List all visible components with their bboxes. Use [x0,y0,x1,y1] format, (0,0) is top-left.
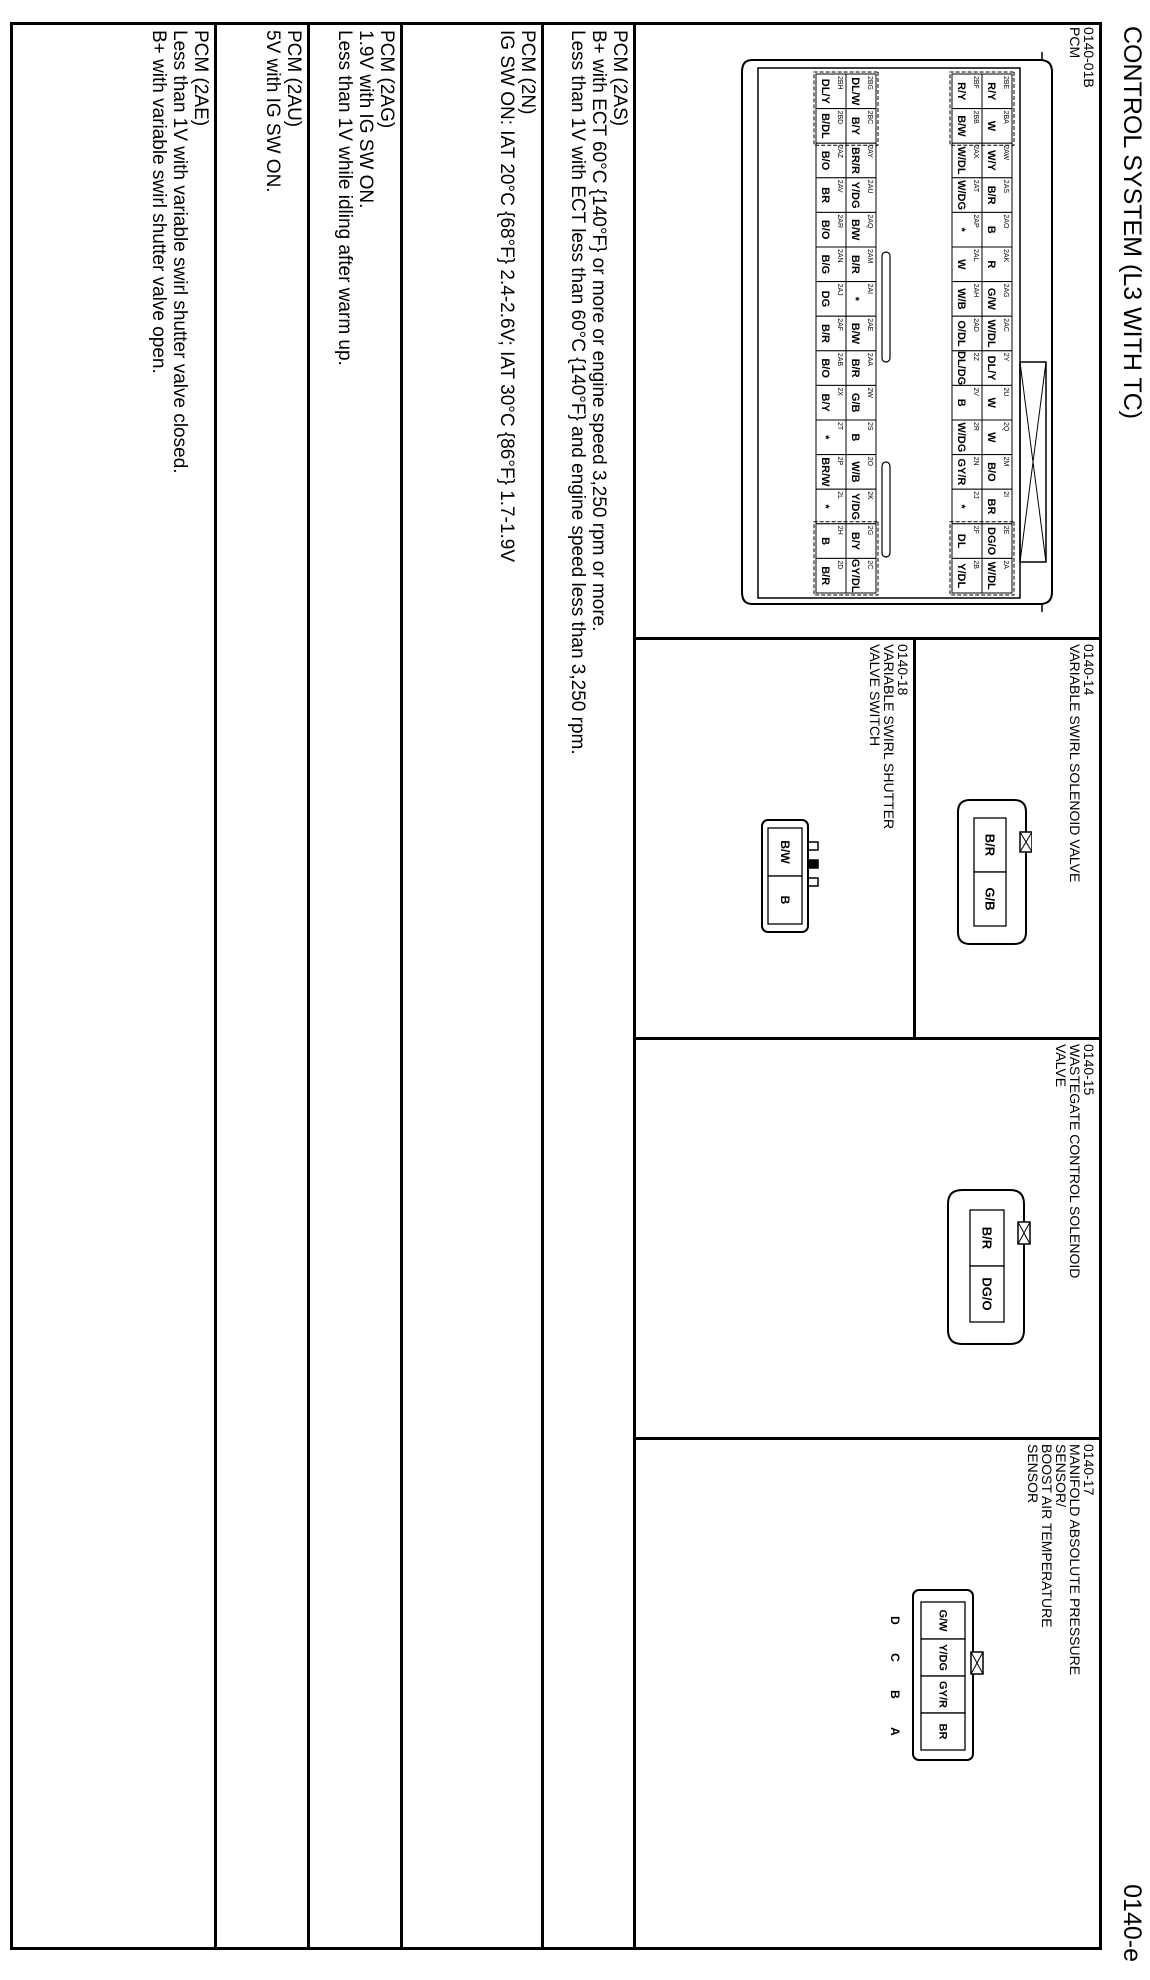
pcm-pin-grid [814,72,1014,595]
frame-left-border [10,22,1102,25]
pcm-pin-number: 2P [836,456,843,466]
pcm-pin-wire: BR/W [819,457,831,487]
pcm-pin-number: 2E [1002,525,1009,535]
pcm-pin-number: 2G [866,525,873,536]
pcm-pin-wire: * [819,504,831,509]
pcm-pin-wire: Y/DG [849,181,861,209]
diagram-frame [10,22,1102,1950]
pcm-pin-number: 2AH [972,283,979,298]
pcm-pin-number: 2AV [836,179,843,193]
c18-name-line: VALVE SWITCH [867,644,883,747]
pcm-pin-wire: W/B [849,461,861,483]
c14-pin-cells [974,818,1006,926]
c18-lock-tab [808,878,818,886]
pcm-pin-wire: DL/Y [985,355,997,381]
pcm-pin-wire: GY/DL [849,558,861,593]
pcm-pin-number: 2AC [1002,318,1009,332]
page-title: CONTROL SYSTEM (L3 WITH TC) [1118,26,1146,420]
pcm-pin-wire: B [819,537,831,546]
pcm-pin-wire: B/W [955,115,967,137]
pcm-pin-wire: B/W [849,219,861,241]
c14-name: VARIABLE SWIRL SOLENOID VALVE [1067,644,1083,883]
pcm-pin-number: 2C [866,560,873,570]
connector-pin-wire: DG/O [979,1277,995,1311]
note-heading: PCM (2AS) [609,30,630,127]
pcm-pin-wire: W/DL [985,319,997,348]
pcm-pin-number: 2AA [866,352,873,367]
pcm-pin-number: 2AL [972,249,979,262]
pcm-pin-number: 2T [836,422,843,431]
frame-top-border [1099,22,1102,1950]
c18-code: 0140-18 [895,644,911,696]
c18-lock-tab [808,842,818,850]
pcm-pin-number: 2X [836,387,843,396]
pcm-pin-wire: GY/R [955,458,967,486]
note-pcm-2au [262,30,304,193]
pcm-pin-wire: BR [819,187,831,204]
note-divider [541,22,544,1950]
pcm-pin-wire: DL [955,533,967,549]
pcm-pin-number: 2V [972,387,979,396]
pcm-pin-wire: B [849,433,861,442]
c18-pin-cells [768,828,802,924]
pcm-pin-number: 2S [866,422,873,431]
c15-code: 0140-15 [1081,1044,1097,1096]
pcm-pin-number: 2AJ [836,283,843,296]
pcm-pin-wire: B/R [849,254,861,274]
pcm-pin-wire: B/O [819,358,831,378]
pcm-pin-wire: * [955,227,967,232]
connector-pin-wire: B [778,895,792,905]
pcm-pin-wire: W [985,432,997,443]
c17-pin-cells [921,1602,965,1750]
pcm-pin-wire: O/DL [955,320,967,347]
pcm-pin-wire: DG/O [985,527,997,556]
pcm-connector-diagram [732,52,1062,612]
frame-right-border [10,1947,1102,1950]
c17-name-line: MANIFOLD ABSOLUTE PRESSURE [1067,1444,1083,1676]
note-line: Less than 1V with variable swirl shutter valve closed. [169,30,190,474]
pcm-pin-number: 2H [836,525,843,535]
pcm-pin-wire: Y/DL [955,563,967,589]
pcm-pin-number: 2AK [1002,249,1009,263]
note-divider [400,22,403,1950]
pcm-pin-number: 2F [972,525,979,534]
pcm-pin-number: 2Y [1002,352,1009,362]
pcm-pin-number: 2AT [972,179,979,193]
pcm-pin-wire: DG [819,290,831,308]
connector-pin-wire: G/B [982,887,998,911]
pcm-pin-number: 2AM [866,249,873,264]
c17-name-line: SENSOR [1025,1444,1041,1504]
note-divider [214,22,217,1950]
pcm-keyway [882,462,890,557]
pcm-pin-wire: B/R [819,566,831,586]
note-heading: PCM (2AG) [376,30,397,129]
pcm-pin-number: 2W [866,387,873,398]
pcm-pin-wire: B/O [819,219,831,240]
pcm-pin-number: 2BH [836,76,843,90]
pcm-pin-wire: DL/DG [955,350,967,386]
c14-code: 0140-14 [1081,644,1097,696]
note-line: B+ with variable swirl shutter valve open. [148,30,169,374]
c17-pin-letter: B [888,1690,902,1699]
pcm-pin-number: 2J [972,491,979,499]
pcm-pin-wire: DL/W [849,77,861,106]
pcm-pin-wire: W/DG [955,422,967,453]
connector-pin-wire: B/R [979,1226,995,1250]
pcm-pin-wire: R/Y [985,82,997,101]
pcm-pin-wire: G/B [849,392,861,413]
pcm-pin-number: 2Q [1002,422,1009,432]
pcm-pin-wire: W/DG [955,180,967,211]
connector-pin-wire: B/R [982,833,998,857]
cell-divider [913,637,916,1037]
pcm-pin-wire: W [985,397,997,408]
note-divider [307,22,310,1950]
pcm-pin-wire: W [955,259,967,270]
pcm-pin-wire: * [849,296,861,302]
pcm-pin-wire: BR/R [849,147,861,174]
diagram-section-divider [633,22,636,1950]
pcm-pin-number: 2AW [1002,145,1009,161]
pcm-pin-number: 2AU [866,179,873,194]
column-divider [636,1037,1102,1040]
c17-name-line: BOOST AIR TEMPERATURE [1039,1444,1055,1628]
pcm-pin-number: 2AS [1002,179,1009,194]
note-line: Less than 1V with ECT less than 60°C {140°F} and engine speed less than 3,250 rpm. [567,30,588,755]
note-pcm-2ag [334,30,397,366]
pcm-pin-number: 2R [972,422,979,431]
note-line: 5V with IG SW ON. [262,30,283,193]
pcm-pin-number: 2AG [1002,283,1009,298]
pcm-pin-number: 2BA [1002,110,1009,124]
pcm-pin-number: 2AD [972,318,979,332]
note-line: Less than 1V while idling after warm up. [334,30,355,366]
note-heading: PCM (2N) [517,30,538,115]
c17-pin-letters [888,1616,902,1736]
pcm-pin-wire: * [955,504,967,509]
page-number: 0140-e [1118,1884,1146,1962]
pcm-pin-number: 2BC [866,110,873,125]
pcm-pin-number: 2AY [866,145,873,158]
pcm-pin-wire: R/Y [955,82,967,101]
pcm-pin-number: 2Z [972,352,979,361]
pcm-pin-wire: G/W [985,287,997,310]
pcm-pin-wire: DL/Y [819,78,831,104]
pcm-pin-wire: B/G [819,254,831,275]
pcm-connector-name: PCM [1067,27,1083,59]
note-heading: PCM (2AU) [283,30,304,128]
pcm-pin-wire: R [985,260,997,269]
pcm-pin-wire: B/Y [849,531,861,551]
pcm-pin-number: 2AN [836,249,843,263]
pcm-pin-wire: W/DL [955,146,967,175]
connector-pin-wire: G/W [936,1609,949,1632]
note-pcm-2as [567,30,630,755]
c18-connector-diagram [752,812,822,942]
pcm-pin-number: 2AP [972,214,979,228]
pcm-pin-number: 2BG [866,76,873,91]
pcm-pin-wire: W/Y [985,150,997,171]
pcm-pin-number: 2BD [836,110,843,125]
pcm-keyway [882,252,890,362]
pcm-pin-number: 2B [972,560,979,569]
pcm-pin-wire: W/B [955,288,967,310]
pcm-pin-number: 2AE [866,318,873,332]
pcm-pin-number: 2AR [836,214,843,229]
c17-name-line: SENSOR/ [1053,1444,1069,1508]
pcm-pin-number: 2AF [836,318,843,332]
c17-pin-letter: A [888,1727,902,1736]
c18-lock-tab [808,860,818,868]
pcm-pin-wire: W/DL [985,561,997,590]
c14-connector-diagram [952,792,1032,952]
pcm-pin-wire: * [819,435,831,440]
note-line: 1.9V with IG SW ON. [355,30,376,209]
pcm-pin-wire: B/O [819,150,831,171]
pcm-pin-wire: BR [985,498,997,515]
column-divider [636,637,1102,640]
pcm-pin-wire: B/Y [849,116,861,136]
pcm-pin-wire: B/R [985,185,997,205]
pcm-pin-number: 2BB [972,110,979,124]
pcm-pin-number: 2A [1002,560,1009,569]
pcm-pin-number: 2K [866,491,873,500]
c18-name-line: VARIABLE SWIRL SHUTTER [881,644,897,830]
c15-name-line: WASTEGATE CONTROL SOLENOID [1067,1044,1083,1279]
pcm-pin-number: 2D [836,560,843,570]
pcm-pin-wire: Y/DG [849,493,861,520]
pcm-pin-number: 2AQ [866,214,873,229]
pcm-pin-wire: B/Y [819,393,831,412]
pcm-pin-number: 2AO [1002,214,1009,229]
pcm-pin-wire: B/R [819,324,831,343]
c17-connector-diagram [877,1582,987,1772]
pcm-pin-number: 2N [972,456,979,466]
connector-pin-wire: Y/DG [936,1644,949,1671]
connector-pin-wire: B/W [778,840,792,864]
pcm-pin-wire: B/O [985,462,997,482]
pcm-pin-number: 2L [836,491,843,499]
pcm-pin-number: 2U [1002,387,1009,397]
c17-pin-letter: D [888,1616,902,1625]
c15-pin-cells [970,1210,1004,1322]
pcm-pin-wire: B [955,398,967,407]
c15-name-line: VALVE [1053,1044,1069,1088]
pcm-pin-wire: B [985,225,997,234]
note-pcm-2n [496,30,538,562]
pcm-pin-number: 2BE [1002,76,1009,90]
note-line: IG SW ON: IAT 20°C {68°F} 2.4-2.6V; IAT 30°C {86°F} 1.7-1.9V [496,30,517,563]
pcm-pin-number: 2O [866,456,873,466]
frame-bottom-border [10,22,13,1950]
pcm-pin-number: 2AZ [836,145,843,159]
pcm-pin-number: 2AB [836,352,843,367]
column-divider [636,1437,1102,1440]
c17-code: 0140-17 [1081,1444,1097,1496]
pcm-pin-wire: B/R [849,358,861,378]
note-line: B+ with ECT 60°C {140°F} or more or engine speed 3,250 rpm or more. [588,30,609,632]
pcm-connector-code: 0140-01B [1081,27,1097,88]
connector-pin-wire: BR [936,1723,949,1740]
pcm-pin-number: 2BF [972,76,979,89]
pcm-pin-number: 2M [1002,456,1009,467]
c17-pin-letter: C [888,1653,902,1662]
note-heading: PCM (2AE) [190,30,211,127]
pcm-pin-wire: B/W [849,322,861,345]
pcm-pin-number: 2AI [866,283,873,295]
connector-pin-wire: GY/R [936,1681,949,1708]
pcm-pin-number: 2AX [972,145,979,159]
c15-connector-diagram [942,1182,1032,1352]
pcm-pin-wire: W [985,120,997,132]
pcm-pin-number: 2I [1002,491,1009,498]
pcm-pin-wire: B/DL [819,113,831,139]
note-pcm-2ae [148,30,211,474]
